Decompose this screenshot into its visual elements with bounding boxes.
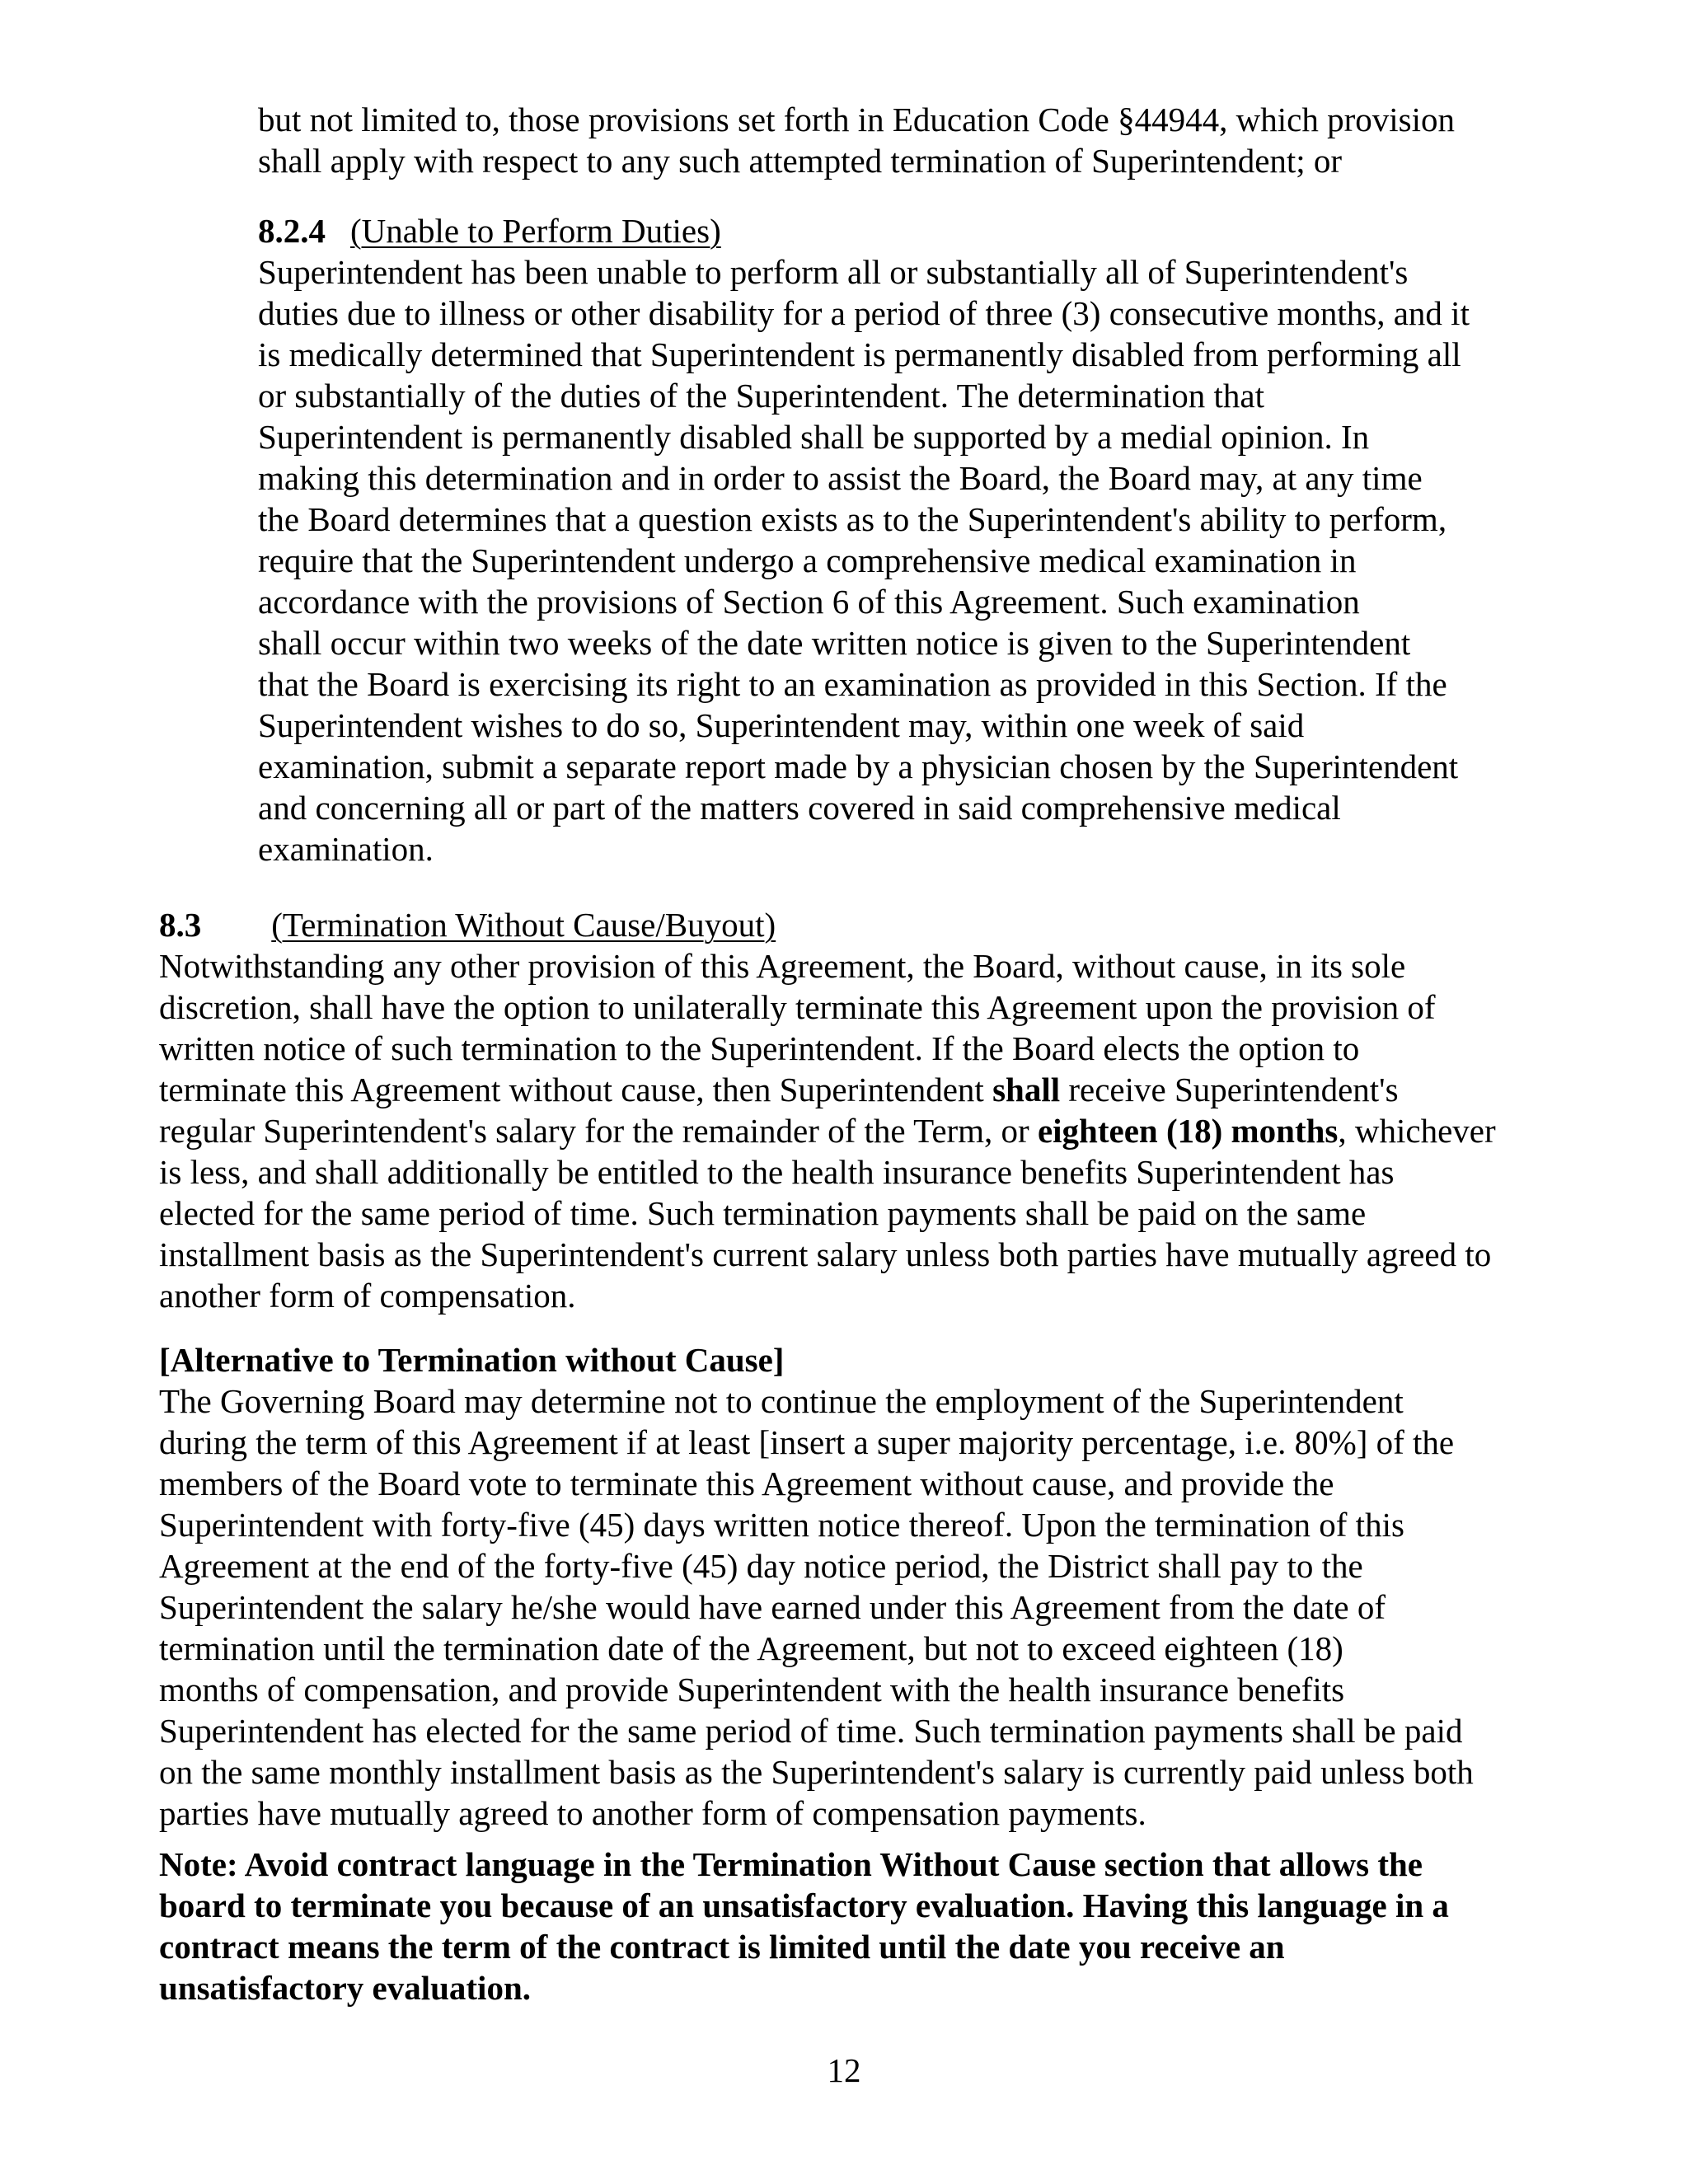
alternative-heading: [Alternative to Termination without Cause] [159, 1341, 785, 1379]
paragraph-line: during the term of this Agreement if at least [insert a super majority percentage, i.e. 80%] of the [159, 1423, 1455, 1461]
note-line: Note: Avoid contract language in the Termination Without Cause section that allows the [159, 1845, 1423, 1883]
section-title: (Unable to Perform Duties) [350, 212, 721, 250]
paragraph-line: making this determination and in order to assist the Board, the Board may, at any time [258, 459, 1423, 497]
paragraph-line: Superintendent with forty-five (45) days written notice thereof. Upon the termination of this [159, 1506, 1404, 1544]
note-line: unsatisfactory evaluation. [159, 1969, 531, 2007]
paragraph-line: or substantially of the duties of the Superintendent. The determination that [258, 377, 1264, 415]
paragraph-line: another form of compensation. [159, 1277, 576, 1315]
paragraph-line: is less, and shall additionally be entitled to the health insurance benefits Superintendent has [159, 1153, 1395, 1191]
text-run: terminate this Agreement without cause, then Superintendent [159, 1071, 993, 1108]
section-8-2-4 [258, 210, 1552, 869]
paragraph-line: termination until the termination date of the Agreement, but not to exceed eighteen (18) [159, 1629, 1343, 1667]
note-line: board to terminate you because of an unsatisfactory evaluation. Having this language in a [159, 1886, 1449, 1924]
paragraph-line: the Board determines that a question exists as to the Superintendent's ability to perform, [258, 500, 1447, 538]
alternative-section [159, 1339, 1560, 1834]
section-number: 8.3 [159, 906, 202, 944]
section-8-3 [159, 904, 1560, 1316]
paragraph-line: Superintendent the salary he/she would have earned under this Agreement from the date of [159, 1588, 1386, 1626]
paragraph-line: Agreement at the end of the forty-five (45) day notice period, the District shall pay to the [159, 1547, 1363, 1585]
section-number: 8.2.4 [258, 212, 326, 250]
paragraph-line: members of the Board vote to terminate this Agreement without cause, and provide the [159, 1465, 1334, 1502]
section-8-3-heading [159, 904, 1560, 945]
paragraph-line: The Governing Board may determine not to continue the employment of the Superintendent [159, 1382, 1404, 1420]
paragraph-line: Superintendent has elected for the same period of time. Such termination payments shall be paid [159, 1712, 1463, 1750]
paragraph-line [159, 1110, 1560, 1151]
paragraph-line: Superintendent is permanently disabled shall be supported by a medial opinion. In [258, 418, 1370, 456]
text-run: receive Superintendent's [1060, 1071, 1399, 1108]
paragraph-line: examination. [258, 830, 434, 868]
paragraph-line: examination, submit a separate report made by a physician chosen by the Superintendent [258, 748, 1459, 785]
text-run: regular Superintendent's salary for the remainder of the Term, or [159, 1112, 1038, 1150]
bold-text-run: shall [992, 1071, 1061, 1108]
paragraph-line: accordance with the provisions of Section 6 of this Agreement. Such examination [258, 583, 1360, 621]
page-number: 12 [827, 2051, 861, 2089]
paragraph-line: Superintendent has been unable to perform all or substantially all of Superintendent's [258, 253, 1409, 291]
paragraph-line: discretion, shall have the option to unilaterally terminate this Agreement upon the provision of [159, 988, 1436, 1026]
paragraph-line: is medically determined that Superintendent is permanently disabled from performing all [258, 335, 1461, 373]
bold-text-run: eighteen (18) months [1037, 1112, 1339, 1150]
paragraph-line: that the Board is exercising its right to an examination as provided in this Section. If the [258, 665, 1447, 703]
paragraph-line [159, 1069, 1560, 1110]
paragraph-line: on the same monthly installment basis as the Superintendent's salary is currently paid unless both [159, 1753, 1474, 1791]
note-section [159, 1844, 1560, 2008]
paragraph-line: written notice of such termination to the Superintendent. If the Board elects the option to [159, 1029, 1360, 1067]
paragraph-line: installment basis as the Superintendent's current salary unless both parties have mutually agreed to [159, 1235, 1492, 1273]
note-line: contract means the term of the contract is limited until the date you receive an [159, 1928, 1285, 1966]
paragraph-line: months of compensation, and provide Superintendent with the health insurance benefits [159, 1671, 1345, 1708]
paragraph-line: Superintendent wishes to do so, Superintendent may, within one week of said [258, 706, 1305, 744]
section-title: (Termination Without Cause/Buyout) [271, 906, 776, 944]
paragraph-line: elected for the same period of time. Such termination payments shall be paid on the same [159, 1194, 1367, 1232]
paragraph-line: parties have mutually agreed to another form of compensation payments. [159, 1794, 1146, 1832]
paragraph-line: and concerning all or part of the matters covered in said comprehensive medical [258, 789, 1341, 827]
intro-line: but not limited to, those provisions set forth in Education Code §44944, which provision [258, 101, 1455, 138]
intro-paragraph [258, 99, 1552, 181]
paragraph-line: shall occur within two weeks of the date written notice is given to the Superintendent [258, 624, 1411, 662]
section-8-2-4-heading [258, 210, 1552, 251]
intro-line: shall apply with respect to any such attempted termination of Superintendent; or [258, 142, 1343, 180]
paragraph-line: require that the Superintendent undergo a comprehensive medical examination in [258, 541, 1357, 579]
paragraph-line: duties due to illness or other disability for a period of three (3) consecutive months, and it [258, 294, 1470, 332]
paragraph-line: Notwithstanding any other provision of this Agreement, the Board, without cause, in its sole [159, 947, 1406, 985]
text-run: , whichever [1338, 1112, 1496, 1150]
